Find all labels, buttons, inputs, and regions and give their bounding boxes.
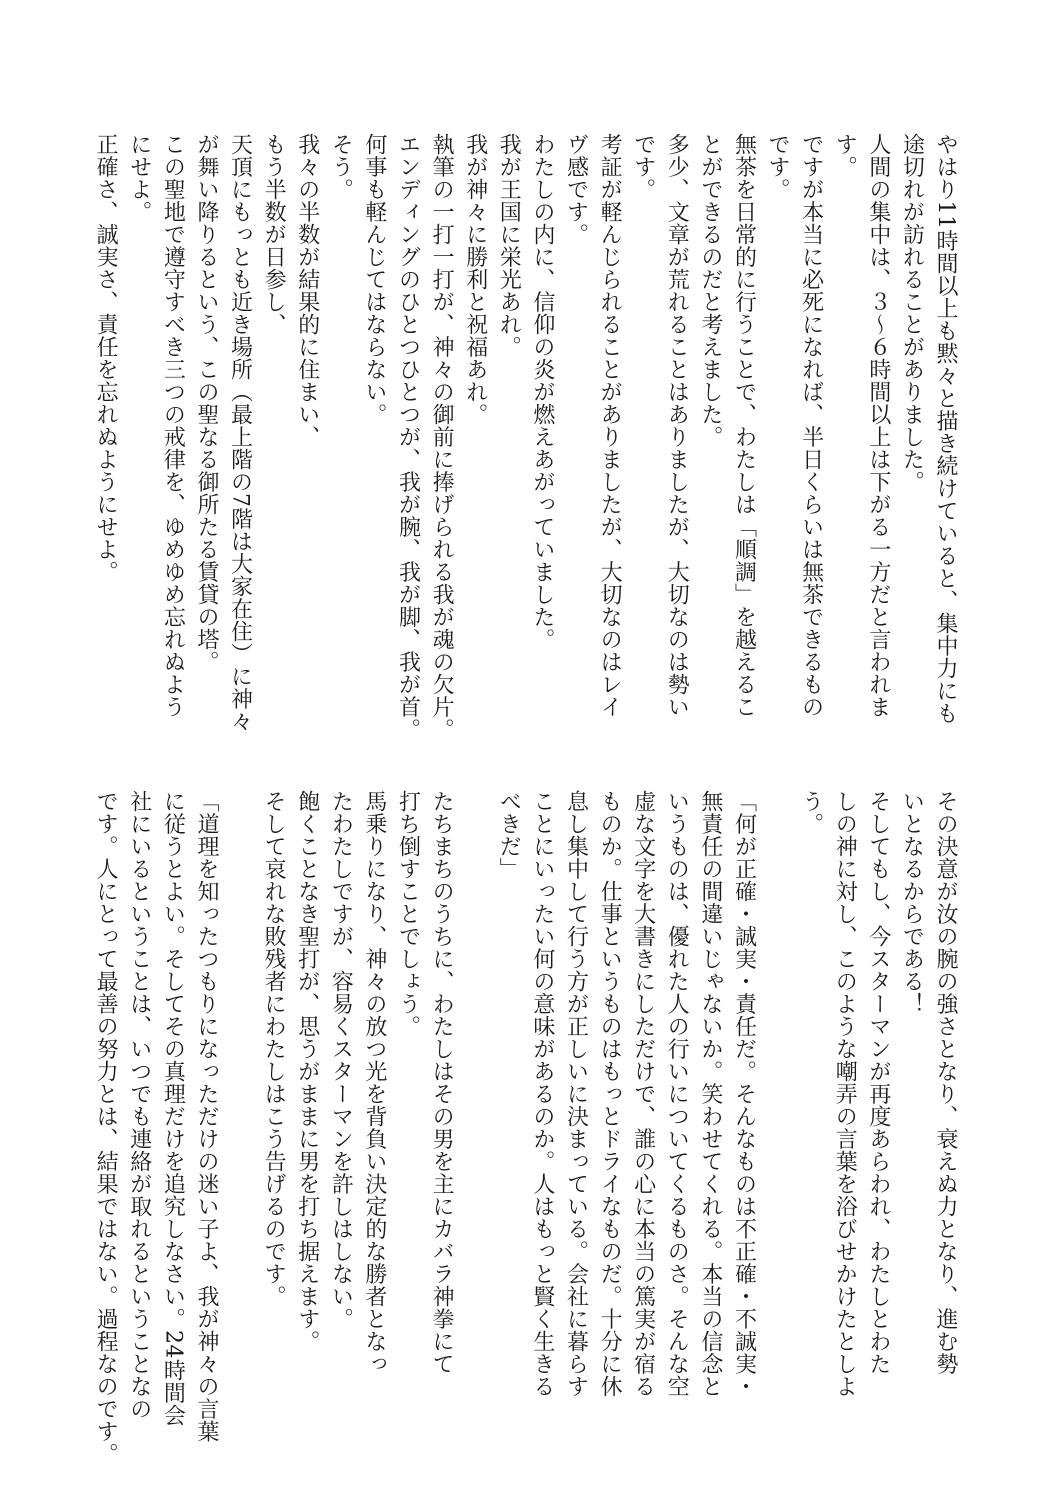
text-line: いうものは、優れた人の行いについてくるものさ。そんな空 [664,790,690,1398]
text-line: ヴ感です。 [563,133,589,246]
text-line: 打ち倒すことでしょう。 [395,790,421,1038]
text-line: 考証が軽んじられることがありましたが、大切なのはレイ [597,133,623,718]
text-line: べきだ」 [496,790,522,880]
text-line: 我が神々に勝利と祝福あれ。 [462,133,488,426]
text-line: に従うとよい。そしてその真理だけを追究しなさい。24時間会 [160,790,186,1427]
text-line: たちまちのうちに、わたしはその男を主にカバラ神拳にて [429,790,455,1375]
text-line: 「何が正確・誠実・責任だ。そんなものは不正確・不誠実・ [731,790,757,1398]
bottom-text-section [89,790,962,1465]
text-line: わたしの内に、信仰の炎が燃えあがっていました。 [529,133,555,651]
text-line: う。 [798,790,824,835]
text-line: たわたしですが、容易くスターマンを許しはしない。 [328,790,354,1330]
text-line: 無責任の間違いじゃないか。笑わせてくれる。本当の信念と [697,790,723,1398]
text-line: 社にいるということは、いつでも連絡が取れるということなの [126,790,152,1420]
text-line: です。 [765,133,791,201]
text-line: 正確さ、誠実さ、責任を忘れぬようにせよ。 [93,133,119,583]
text-line: 息し集中して行う方が正しいに決まっている。会社に暮らす [563,790,589,1398]
text-line: 途切れが訪れることがありました。 [899,133,925,493]
text-line: 人間の集中は、３～６時間以上は下がる一方だと言われま [865,133,891,718]
text-line: 執筆の一打一打が、神々の御前に捧げられる我が魂の欠片。 [429,133,455,741]
text-line: 虚な文字を大書きにしただけで、誰の心に本当の篤実が宿る [630,790,656,1398]
text-line: 我々の半数が結果的に住まい、 [294,133,320,448]
text-line: いとなるからである！ [899,790,925,1015]
text-line: 「道理を知ったつもりになっただけの迷い子よ、我が神々の言葉 [193,790,219,1443]
text-line: エンディングのひとつひとつが、我が腕、我が脚、我が首。 [395,133,421,741]
text-line: そう。 [328,133,354,201]
text-line: 我が王国に栄光あれ。 [496,133,522,358]
text-line: ですが本当に必死になれば、半日くらいは無茶できるもの [798,133,824,718]
text-line: そしてもし、今スターマンが再度あらわれ、わたしとわた [865,790,891,1375]
text-line: ものか。仕事というものはもっとドライなものだ。十分に休 [597,790,623,1398]
text-line: です。 [630,133,656,201]
text-line: やはり11時間以上も黙々と描き続けていると、集中力にも [933,133,958,725]
text-line: にせよ。 [126,133,152,223]
text-line: ことにいったい何の意味があるのか。人はもっと賢く生きる [529,790,555,1398]
text-line: とができるのだと考えました。 [697,133,723,448]
text-line: す。 [832,133,858,178]
text-line: 天頂にもっとも近き場所（最上階の7階は大家在住）に神々 [227,133,253,733]
text-line: そして哀れな敗残者にわたしはこう告げるのです。 [261,790,287,1308]
text-line: が舞い降りるという、この聖なる御所たる賃貸の塔。 [193,133,219,673]
paragraph-gap [223,790,257,1430]
text-line: 無茶を日常的に行うことで、わたしは「順調」を越えるこ [731,133,757,718]
text-line: です。人にとって最善の努力とは、結果ではない。過程なのです。 [93,790,119,1465]
text-line: しの神に対し、このような嘲弄の言葉を浴びせかけたとしよ [832,790,858,1398]
text-line: もう半数が日参し、 [261,133,287,336]
paragraph-gap [458,790,492,1430]
paragraph-gap [760,790,794,1430]
text-line: その決意が汝の腕の強さとなり、衰えぬ力となり、進む勢 [933,790,958,1375]
text-line: 馬乗りになり、神々の放つ光を背負い決定的な勝者となっ [361,790,387,1375]
top-text-section [89,133,962,741]
text-line: 何事も軽んじてはならない。 [361,133,387,426]
text-line: 多少、文章が荒れることはありましたが、大切なのは勢い [664,133,690,718]
text-line: この聖地で遵守すべき三つの戒律を、ゆめゆめ忘れぬよう [160,133,186,718]
text-line: 飽くことなき聖打が、思うがままに男を打ち据えます。 [294,790,320,1353]
